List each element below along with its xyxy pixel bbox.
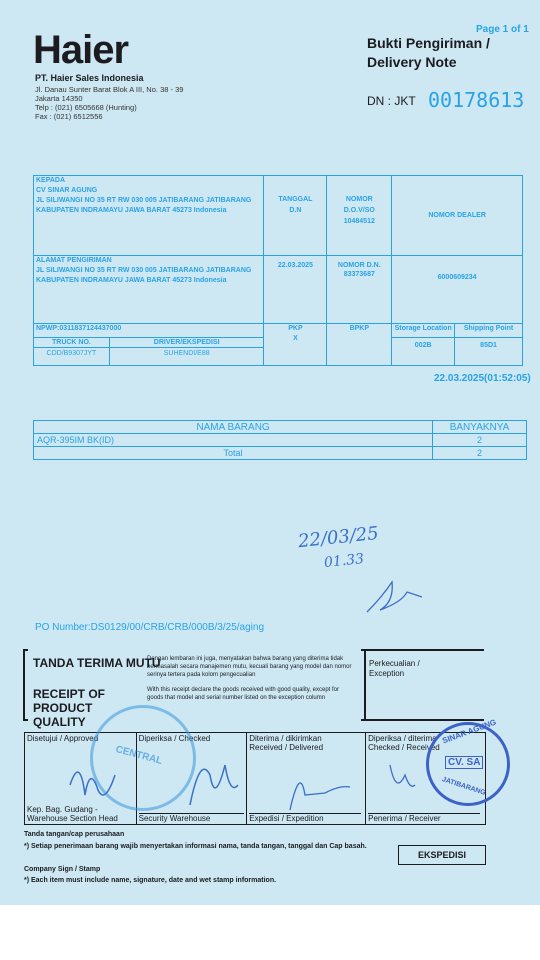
address-line: Telp : (021) 6505668 (Hunting)	[35, 103, 137, 112]
footer-line-2: *) Setiap penerimaan barang wajib menyertakan informasi nama, tanda tangan, tanggal dan Cap basah.	[24, 843, 367, 850]
nomor-sub: D.O.V/SO	[343, 207, 375, 214]
nomor-header	[327, 176, 392, 256]
kepada-line: KABUPATEN INDRAMAYU JAWA BARAT 45273 Indonesia	[36, 207, 227, 214]
sig-top-label: Diterima / dikirimkan Received / Delivered	[249, 734, 324, 752]
kepada-label: KEPADA	[36, 177, 66, 184]
printed-time: 22.03.2025(01:52:05)	[434, 373, 531, 384]
nomor-dn-cell	[327, 256, 392, 324]
sig-bottom-label: Penerima / Receiver	[368, 813, 480, 823]
col-nama-barang: NAMA BARANG	[34, 421, 433, 434]
stamp-center-text: CV. SA	[445, 756, 483, 769]
handwritten-time: 01.33	[323, 550, 365, 572]
tanggal-header	[264, 176, 327, 256]
storage-value: 002B	[392, 338, 455, 366]
alamat-line: KABUPATEN INDRAMAYU JAWA BARAT 45273 Indonesia	[36, 277, 227, 284]
sig-top-label: Diperiksa / Checked	[138, 734, 211, 743]
total-label: Total	[34, 447, 433, 460]
address-line: Jl. Danau Sunter Barat Blok A III, No. 38 - 39	[35, 85, 184, 94]
table-row	[34, 434, 527, 447]
shipping-value: 85D1	[455, 338, 523, 366]
document-title	[367, 34, 490, 72]
company-address	[35, 85, 183, 121]
driver-label: DRIVER/EKSPEDISI	[110, 338, 264, 348]
company-name: PT. Haier Sales Indonesia	[35, 73, 144, 83]
receipt-title-id: TANDA TERIMA MUTU	[33, 656, 161, 670]
truck-value: CDD/B9307JYT	[46, 350, 97, 357]
tanggal-value: 22.03.2025	[264, 256, 327, 324]
dn-label: DN : JKT	[367, 94, 416, 108]
info-table	[33, 175, 523, 366]
stamp-bottom-text: JATIBARANG	[441, 776, 487, 797]
sig-bottom-label: Security Warehouse	[139, 813, 244, 823]
stamp-arc-text: SINAR AGUNG	[441, 717, 498, 746]
nomor-dn-value: 83373687	[343, 271, 375, 278]
nomor-dealer-label: NOMOR DEALER	[428, 212, 486, 219]
nomor-label: NOMOR	[345, 196, 373, 203]
haier-logo: Haier	[33, 28, 129, 72]
receipt-text-en: With this receipt declare the goods received with good quality, except for goods that model and serial number listed on the exception column	[147, 687, 339, 701]
footer-line-3: Company Sign / Stamp	[24, 866, 101, 873]
receipt-text-id: Dengan lembaran ini juga, menyatakan bahwa barang yang diterima tidak bermasalah secara manajemen mutu, kecuali barang yang model dan nomor serinya tertera pada kolom pengecualian	[147, 656, 352, 678]
storage-label: Storage Location	[392, 324, 455, 338]
handwritten-date: 22/03/25	[297, 522, 380, 553]
item-name: AQR-395IM BK(ID)	[34, 434, 433, 447]
footer-line-4: *) Each item must include name, signature, date and wet stamp information.	[24, 877, 277, 884]
kepada-line: CV SINAR AGUNG	[36, 187, 98, 194]
nomor-dn-label: NOMOR D.N.	[337, 262, 381, 269]
npwp: NPWP:0311837124437000	[34, 324, 264, 338]
address-line: Fax : (021) 6512556	[35, 112, 103, 121]
total-qty: 2	[433, 447, 527, 460]
col-banyaknya: BANYAKNYA	[433, 421, 527, 434]
sig-top-label: Diperiksa / diterima Checked / Received	[368, 734, 440, 752]
receipt-title-en: RECEIPT OF PRODUCT QUALITY	[33, 687, 106, 729]
page-indicator: Page 1 of 1	[476, 24, 529, 35]
driver-cell	[109, 338, 264, 366]
pkp-cell	[264, 324, 327, 366]
dn-number: 00178613	[428, 88, 525, 112]
driver-value: SUHENDI/E88	[163, 350, 210, 357]
pkp-value: X	[293, 335, 298, 342]
kepada-line: JL SILIWANGI NO 35 RT RW 030 005 JATIBARANG JATIBARANG	[36, 197, 252, 204]
bpkp-label: BPKP	[327, 324, 392, 366]
cv-sinar-agung-stamp	[426, 717, 510, 806]
kepada-cell	[34, 176, 264, 256]
title-line-2: Delivery Note	[367, 54, 457, 70]
items-table	[33, 420, 527, 460]
shipping-label: Shipping Point	[455, 324, 523, 338]
title-line-1: Bukti Pengiriman /	[367, 35, 490, 51]
truck-cell	[34, 338, 110, 366]
tanggal-label: TANGGAL	[278, 196, 313, 203]
alamat-label: ALAMAT PENGIRIMAN	[36, 257, 112, 264]
address-line: Jakarta 14350	[35, 94, 83, 103]
nomor-value: 10484512	[343, 218, 375, 225]
handwritten-signature	[362, 572, 432, 617]
item-qty: 2	[433, 434, 527, 447]
truck-label: TRUCK NO.	[34, 338, 109, 348]
sig-top-label: Disetujui / Approved	[27, 734, 99, 743]
tanggal-sub: D.N	[289, 207, 302, 214]
sig-bottom-label: Kep. Bag. Gudang - Warehouse Section Head	[27, 805, 118, 823]
alamat-cell	[34, 256, 264, 324]
exception-label: Perkecualian / Exception	[369, 659, 420, 678]
footer-line-1: Tanda tangan/cap perusahaan	[24, 831, 125, 838]
ekspedisi-box: EKSPEDISI	[398, 845, 486, 865]
nomor-dealer-header	[392, 176, 523, 256]
po-number: PO Number:DS0129/00/CRB/CRB/000B/3/25/aging	[35, 622, 265, 633]
signature-scribbles	[60, 745, 420, 820]
sig-bottom-label: Expedisi / Expedition	[249, 813, 361, 823]
pkp-label: PKP	[288, 325, 303, 332]
central-stamp-text: CENTRAL	[114, 744, 164, 767]
alamat-line: JL SILIWANGI NO 35 RT RW 030 005 JATIBARANG JATIBARANG	[36, 267, 252, 274]
dealer-value: 6000609234	[392, 256, 523, 324]
